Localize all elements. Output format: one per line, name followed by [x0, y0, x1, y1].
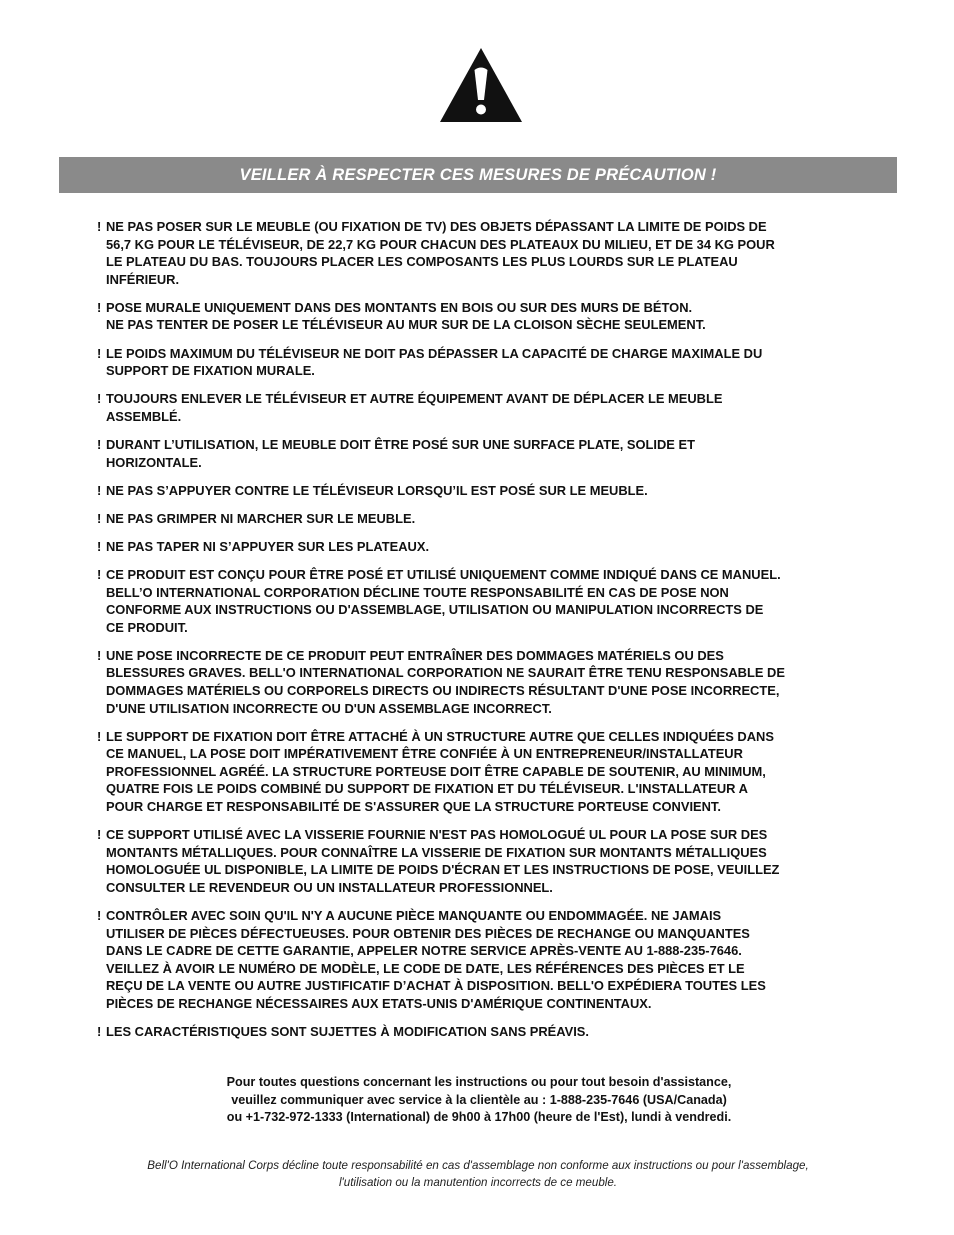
warning-text-line: NE PAS TAPER NI S’APPUYER SUR LES PLATEAUX.	[106, 538, 430, 554]
warning-bullet: !	[97, 482, 102, 498]
warning-text-line: HORIZONTALE.	[106, 454, 202, 470]
warning-bullet: !	[97, 510, 102, 526]
warning-bullet: !	[97, 299, 102, 315]
warning-text-line: INFÉRIEUR.	[106, 271, 180, 287]
warnings-list	[97, 218, 872, 1051]
warning-item	[97, 218, 872, 288]
warning-text-line: CONSULTER LE REVENDEUR OU UN INSTALLATEUR PROFESSIONNEL.	[106, 879, 553, 895]
warning-bullet: !	[97, 908, 102, 923]
warning-text-line: VEILLEZ À AVOIR LE NUMÉRO DE MODÈLE, LE CODE DE DATE, LES RÉFÉRENCES DES PIÈCES ET LE	[106, 960, 745, 976]
warning-bullet: !	[97, 345, 102, 361]
warning-item	[97, 299, 872, 334]
warning-bullet: !	[97, 827, 102, 843]
warning-text-line: LES CARACTÉRISTIQUES SONT SUJETTES À MODIFICATION SANS PRÉAVIS.	[106, 1024, 589, 1040]
warning-text-line: DURANT L’UTILISATION, LE MEUBLE DOIT ÊTRE POSÉ SUR UNE SURFACE PLATE, SOLIDE ET	[106, 436, 695, 452]
warning-item	[97, 538, 872, 556]
warning-text-line: POUR CHARGE ET RESPONSABILITÉ DE S'ASSURER QUE LA STRUCTURE PORTEUSE CONVIENT.	[106, 799, 721, 815]
warning-text-line: UTILISER DE PIÈCES DÉFECTUEUSES. POUR OBTENIR DES PIÈCES DE RECHANGE OU MANQUANTES	[106, 925, 750, 941]
warning-item	[97, 436, 872, 471]
warning-text-line: PROFESSIONNEL AGRÉÉ. LA STRUCTURE PORTEUSE DOIT ÊTRE CAPABLE DE SOUTENIR, AU MINIMUM,	[106, 763, 766, 779]
warning-text-line: REÇU DE LA VENTE OU AUTRE JUSTIFICATIF D’ACHAT À DISPOSITION. BELL'O EXPÉDIERA TOUTES LES	[106, 978, 766, 994]
warning-bullet: !	[97, 1024, 102, 1040]
warning-item	[97, 647, 872, 717]
warning-text-line: BLESSURES GRAVES. BELL'O INTERNATIONAL CORPORATION NE SAURAIT ÊTRE TENU RESPONSABLE DE	[106, 665, 785, 681]
warning-bullet: !	[97, 436, 102, 452]
warning-item	[97, 510, 872, 528]
warning-item	[97, 390, 872, 425]
disclaimer-line: l'utilisation ou la manutention incorrects de ce meuble.	[338, 1175, 618, 1189]
warning-item	[97, 1023, 872, 1041]
warning-item	[97, 345, 872, 380]
warning-bullet: !	[97, 391, 102, 407]
warning-text-line: POSE MURALE UNIQUEMENT DANS DES MONTANTS EN BOIS OU SUR DES MURS DE BÉTON.	[106, 299, 693, 315]
warning-text-line: CONFORME AUX INSTRUCTIONS OU D'ASSEMBLAGE, UTILISATION OU MANIPULATION INCORRECTS DE	[106, 602, 764, 618]
contact-line: ou +1-732-972-1333 (International) de 9h00 à 17h00 (heure de l'Est), lundi à vendredi.	[226, 1110, 732, 1124]
warning-text-line: DOMMAGES MATÉRIELS OU CORPORELS DIRECTS OU INDIRECTS RÉSULTANT D'UNE POSE INCORRECTE,	[106, 682, 780, 698]
warning-text-line: CE SUPPORT UTILISÉ AVEC LA VISSERIE FOURNIE N'EST PAS HOMOLOGUÉ UL POUR LA POSE SUR DES	[106, 827, 768, 843]
warning-text-line: NE PAS TENTER DE POSER LE TÉLÉVISEUR AU MUR SUR DE LA CLOISON SÈCHE SEULEMENT.	[106, 317, 706, 333]
warning-text-line: NE PAS GRIMPER NI MARCHER SUR LE MEUBLE.	[106, 510, 416, 526]
warning-bullet: !	[97, 647, 102, 663]
warning-text-line: LE POIDS MAXIMUM DU TÉLÉVISEUR NE DOIT PAS DÉPASSER LA CAPACITÉ DE CHARGE MAXIMALE DU	[106, 345, 763, 361]
precaution-banner	[59, 157, 897, 193]
warning-text-line: NE PAS S’APPUYER CONTRE LE TÉLÉVISEUR LORSQU’IL EST POSÉ SUR LE MEUBLE.	[106, 482, 648, 498]
warning-text-line: CONTRÔLER AVEC SOIN QU'IL N'Y A AUCUNE PIÈCE MANQUANTE OU ENDOMMAGÉE. NE JAMAIS	[106, 908, 722, 923]
warning-text-line: HOMOLOGUÉE UL DISPONIBLE, LA LIMITE DE POIDS D'ÉCRAN ET LES INSTRUCTIONS DE POSE, VEUILLEZ	[106, 862, 780, 878]
warning-text-line: DANS LE CADRE DE CETTE GARANTIE, APPELER NOTRE SERVICE APRÈS-VENTE AU 1-888-235-7646.	[106, 943, 742, 959]
disclaimer-line: Bell'O International Corps décline toute responsabilité en cas d'assemblage non conforme aux instructions ou pour l'assemblage,	[147, 1159, 809, 1172]
warning-text-line: ASSEMBLÉ.	[106, 408, 182, 424]
warning-text-line: SUPPORT DE FIXATION MURALE.	[106, 363, 315, 379]
warning-text-line: MONTANTS MÉTALLIQUES. POUR CONNAÎTRE LA VISSERIE DE FIXATION SUR MONTANTS MÉTALLIQUES	[106, 844, 767, 860]
warning-text-line: BELL’O INTERNATIONAL CORPORATION DÉCLINE TOUTE RESPONSABILITÉ EN CAS DE POSE NON	[106, 584, 729, 600]
warning-item	[97, 728, 872, 816]
warning-bullet: !	[97, 219, 102, 234]
warning-bullet: !	[97, 538, 102, 554]
warning-text-line: UNE POSE INCORRECTE DE CE PRODUIT PEUT ENTRAÎNER DES DOMMAGES MATÉRIELS OU DES	[106, 647, 724, 663]
contact-line: veuillez communiquer avec service à la clientèle au : 1-888-235-7646 (USA/Canada)	[231, 1092, 727, 1107]
warning-text-line: QUATRE FOIS LE POIDS COMBINÉ DU SUPPORT DE FIXATION ET DU TÉLÉVISEUR. L'INSTALLATEUR A	[106, 781, 748, 797]
warning-text-line: LE SUPPORT DE FIXATION DOIT ÊTRE ATTACHÉ À UN STRUCTURE AUTRE QUE CELLES INDIQUÉES DANS	[106, 728, 774, 744]
warning-text-line: NE PAS POSER SUR LE MEUBLE (OU FIXATION DE TV) DES OBJETS DÉPASSANT LA LIMITE DE POIDS DE	[106, 219, 767, 234]
disclaimer-note	[60, 1158, 896, 1191]
contact-line: Pour toutes questions concernant les instructions ou pour tout besoin d'assistance,	[226, 1075, 732, 1089]
contact-info	[97, 1074, 861, 1127]
warning-triangle-exclamation-icon	[438, 46, 524, 124]
warning-text-line: CE PRODUIT.	[106, 619, 188, 635]
warning-text-line: CE PRODUIT EST CONÇU POUR ÊTRE POSÉ ET UTILISÉ UNIQUEMENT COMME INDIQUÉ DANS CE MANUEL.	[106, 566, 781, 582]
warning-bullet: !	[97, 566, 102, 582]
warning-text-line: LE PLATEAU DU BAS. TOUJOURS PLACER LES COMPOSANTS LES PLUS LOURDS SUR LE PLATEAU	[106, 254, 738, 270]
warning-item	[97, 826, 872, 896]
exclamation-dot	[476, 105, 486, 115]
warning-text-line: CE MANUEL, LA POSE DOIT IMPÉRATIVEMENT ÊTRE CONFIÉE À UN ENTREPRENEUR/INSTALLATEUR	[106, 746, 743, 762]
warning-item	[97, 566, 872, 636]
warning-bullet: !	[97, 728, 102, 744]
warning-text-line: TOUJOURS ENLEVER LE TÉLÉVISEUR ET AUTRE ÉQUIPEMENT AVANT DE DÉPLACER LE MEUBLE	[106, 391, 723, 407]
warning-text-line: PIÈCES DE RECHANGE NÉCESSAIRES AUX ETATS-UNIS D'AMÉRIQUE CONTINENTAUX.	[106, 995, 652, 1011]
warning-item	[97, 482, 872, 500]
warning-text-line: D'UNE UTILISATION INCORRECTE OU D'UN ASSEMBLAGE INCORRECT.	[106, 700, 552, 716]
warning-item	[97, 907, 872, 1013]
warning-text-line: 56,7 KG POUR LE TÉLÉVISEUR, DE 22,7 KG POUR CHACUN DES PLATEAUX DU MILIEU, ET DE 34 KG POUR	[106, 236, 775, 252]
banner-title: VEILLER À RESPECTER CES MESURES DE PRÉCAUTION !	[239, 165, 717, 184]
